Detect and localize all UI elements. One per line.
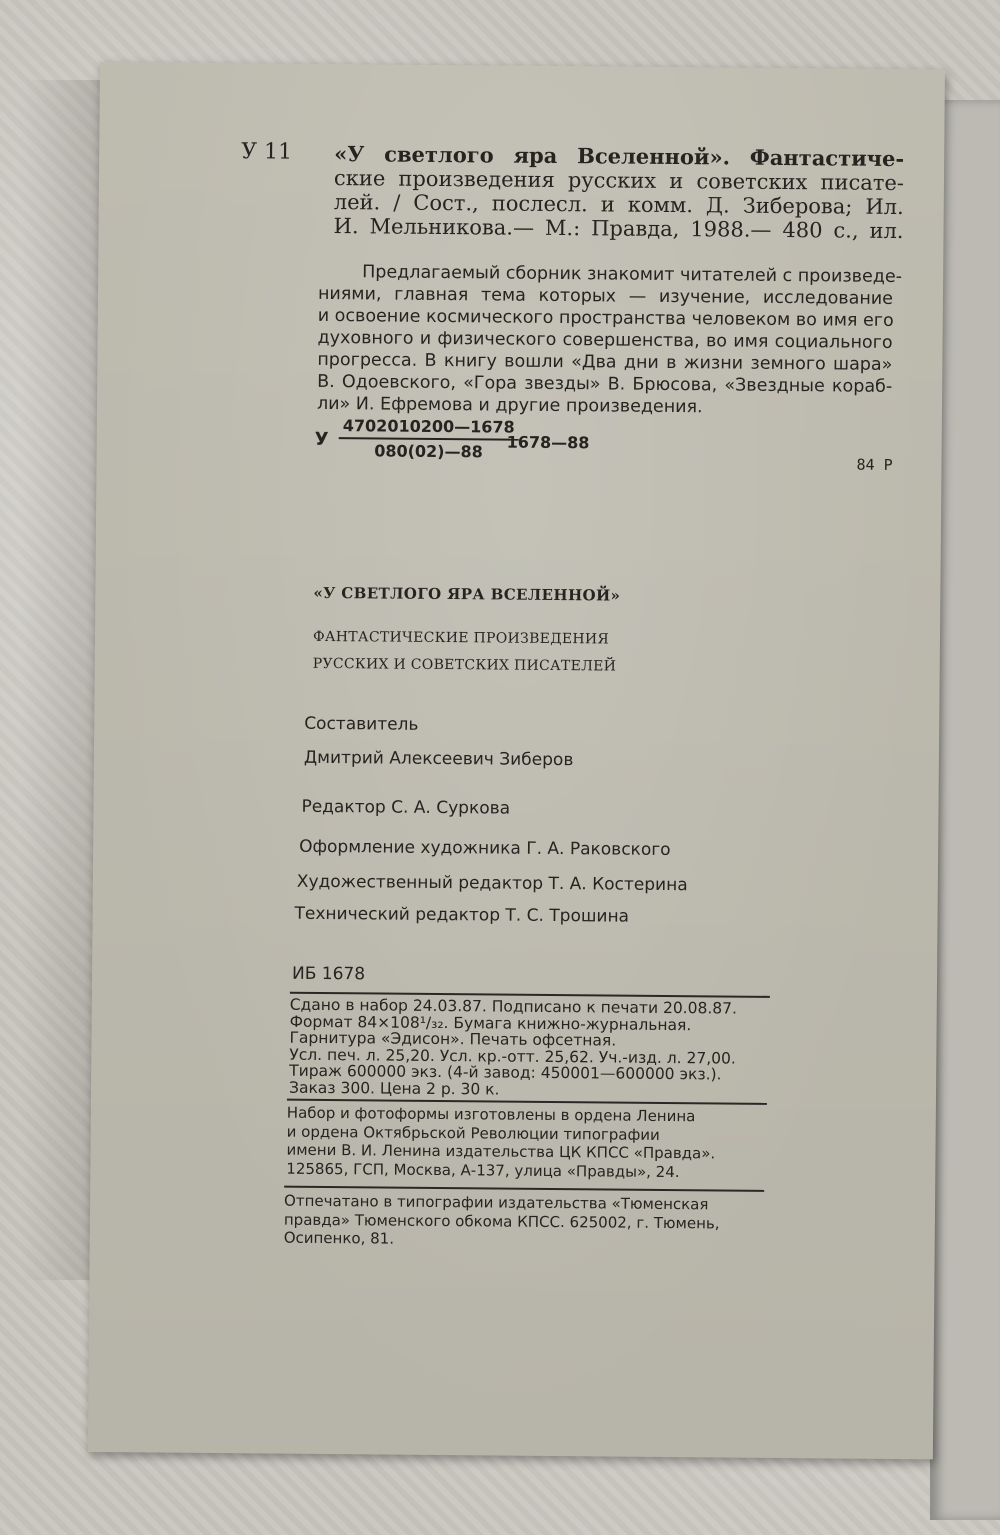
fraction-numerator: 4702010200—1678 (339, 416, 519, 441)
editor-credit: Редактор С. А. Суркова (301, 796, 511, 819)
typesetting-line: и ордена Октябрьской Революции типографии (286, 1122, 660, 1144)
biblio-line: «У светлого яра Вселенной». Фантастиче- (334, 141, 905, 172)
fraction-denominator: 080(02)—88 (374, 441, 483, 462)
annotation-line: Предлагаемый сборник знакомит читателей с произведе- (362, 262, 903, 288)
annotation-line: прогресса. В книгу вошли «Два дни в жизни земного шара» (317, 349, 893, 375)
catalog-code: У 11 (241, 139, 293, 165)
imprint-line: Тираж 600000 экз. (4-й завод: 450001—600000 экз.). (289, 1061, 722, 1084)
bibliographic-entry (333, 142, 904, 243)
price-code: 84 Р (856, 455, 893, 474)
typesetting-block (286, 1104, 715, 1182)
imprint-block (289, 997, 737, 1100)
annotation-line: духовного и физического совершенства, во имя социального (317, 327, 893, 353)
classification-suffix: 1678—88 (506, 432, 590, 453)
annotation-line: ли» И. Ефремова и другие произведения. (316, 393, 703, 418)
biblio-line: лей. / Сост., послесл. и комм. Д. Зиберова; Ил. (333, 190, 904, 220)
book-title: «У СВЕТЛОГО ЯРА ВСЕЛЕННОЙ» (313, 583, 621, 605)
classification-fraction (339, 416, 519, 462)
imprint-line: Формат 84×108¹/₃₂. Бумага книжно-журнальная. (289, 1012, 692, 1034)
imprint-line: Заказ 300. Цена 2 р. 30 к. (288, 1078, 500, 1099)
book-subtitle-line: РУССКИХ И СОВЕТСКИХ ПИСАТЕЛЕЙ (312, 655, 617, 675)
imprint-line: Сдано в набор 24.03.87. Подписано к печати 20.08.87. (289, 995, 738, 1018)
compiler-name: Дмитрий Алексеевич Зиберов (303, 747, 574, 771)
art-editor-credit: Художественный редактор Т. А. Костерина (296, 871, 688, 896)
printing-line: Отпечатано в типографии издательства «Тюменская (283, 1191, 709, 1214)
printing-block (284, 1192, 720, 1251)
design-credit: Оформление художника Г. А. Раковского (299, 836, 671, 861)
imprint-line: Гарнитура «Эдисон». Печать офсетная. (289, 1028, 617, 1050)
annotation-line: В. Одоевского, «Гора звезды» В. Брюсова, «Звездные кораб- (317, 371, 893, 397)
book-subtitle-line: ФАНТАСТИЧЕСКИЕ ПРОИЗВЕДЕНИЯ (312, 628, 610, 648)
printing-line: Осипенко, 81. (283, 1228, 395, 1248)
compiler-label: Составитель (304, 713, 419, 735)
imprint-rule (284, 1186, 764, 1192)
typesetting-line: 125865, ГСП, Москва, А-137, улица «Правды», 24. (286, 1159, 680, 1181)
typesetting-line: имени В. И. Ленина издательства ЦК КПСС «Правда». (286, 1140, 716, 1163)
annotation-line: ниями, главная тема которых — изучение, исследование (317, 283, 894, 309)
biblio-line: ские произведения русских и советских писате- (333, 166, 905, 196)
classification-letter: У (314, 428, 329, 451)
tech-editor-credit: Технический редактор Т. С. Трошина (294, 903, 630, 927)
typesetting-line: Набор и фотоформы изготовлены в ордена Ленина (286, 1103, 696, 1126)
book-page (88, 62, 945, 1459)
biblio-line: И. Мельникова.— М.: Правда, 1988.— 480 с., ил. (333, 214, 904, 244)
printing-line: правда» Тюменского обкома КПСС. 625002, г. Тюмень, (283, 1210, 720, 1232)
ib-number: ИБ 1678 (291, 963, 366, 985)
imprint-line: Усл. печ. л. 25,20. Усл. кр.-отт. 25,62. Уч.-изд. л. 27,00. (289, 1045, 736, 1068)
annotation-line: и освоение космического пространства человеком во имя его (317, 305, 894, 331)
annotation (316, 261, 903, 420)
